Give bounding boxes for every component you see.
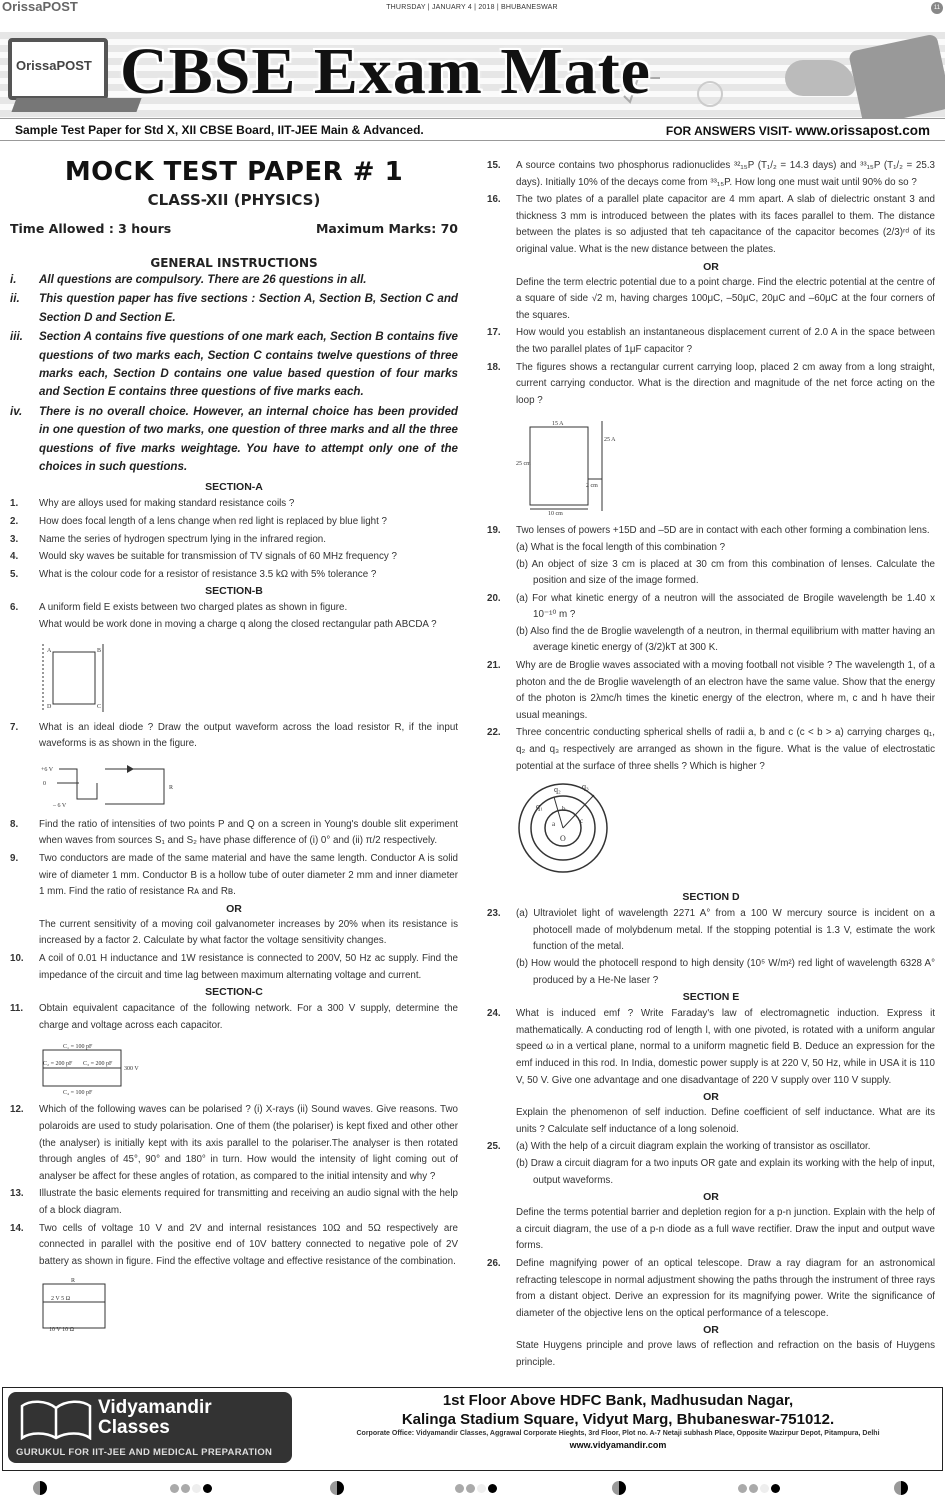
- fig-label: 25 cm: [516, 461, 531, 468]
- or-divider: OR: [703, 1191, 719, 1204]
- question-text: [39, 1001, 458, 1034]
- question-number: [487, 1205, 516, 1255]
- question-paragraph: A uniform field E exists between two charged plates as shown in figure.: [39, 602, 348, 614]
- question-number: 25.: [487, 1141, 501, 1153]
- time-allowed: Time Allowed : 3 hours: [10, 221, 172, 236]
- banner-subbar: [0, 118, 945, 141]
- question-paragraph: Define magnifying power of an optical telescope. Draw a ray diagram for an astronomical refracting telescope in normal adjustment showing the paths through the instrument of three rays from a distant object. Derive an expression for its magnifying power. Write the significance of diameter of the objective lens on the optical performance of a telescope.: [516, 1257, 935, 1319]
- fig-label: O: [560, 834, 566, 844]
- answers-prefix: FOR ANSWERS VISIT-: [665, 124, 796, 138]
- question: [487, 1205, 935, 1255]
- instruction-item: [10, 271, 458, 289]
- question-subpart: (a) For what kinetic energy of a neutron will the associated de Brogile wavelength be 1.40 x 10⁻¹⁰ m ?: [516, 592, 935, 621]
- instruction-number: iv.: [10, 404, 23, 418]
- answers-link-line: [666, 123, 930, 138]
- section-heading: SECTION E: [682, 991, 740, 1004]
- brand-name: [98, 1398, 212, 1438]
- question-text: [39, 851, 458, 901]
- figure-loop: [516, 419, 935, 515]
- question-text: [516, 1105, 935, 1138]
- right-column: [487, 158, 935, 1371]
- question-text: [39, 951, 458, 984]
- question-number: 5.: [10, 568, 19, 580]
- question: [487, 1256, 935, 1322]
- color-dots: [170, 1484, 212, 1493]
- question-paragraph: Explain the phenomenon of self induction. Define coefficient of self inductance. What are its units ? Calculate self inductance of a long solenoid.: [516, 1107, 935, 1135]
- question-number: 11.: [10, 1003, 24, 1015]
- question-paragraph: The two plates of a parallel plate capacitor are 4 mm apart. A slab of dielectric onstant 3 and thickness 3 mm is introduced between the plates with its faces parallel to them. The distance between the plates is so adjusted that teh capacitance of the capacitor becomes (2/3)ʳᵈ of its original value. What is the new distance between the plates.: [516, 194, 935, 255]
- question-text: [39, 1221, 458, 1271]
- question-paragraph: Why are de Broglie waves associated with a moving football not visible ? The wavelength 1, of a photon and the de Broglie wavelength of an electron have the same value. Show that the energy of the photon is 2λmc/h times the kinetic energy of the electron, where m, c and h have their usual meanings.: [516, 660, 935, 721]
- question-text: [516, 591, 935, 657]
- advertisement-footer: [2, 1387, 943, 1471]
- or-divider: OR: [703, 1324, 719, 1337]
- question-paragraph: What is the colour code for a resistor of resistance 3.5 kΩ with 5% tolerance ?: [39, 568, 377, 580]
- question-number: 4.: [10, 551, 19, 563]
- registration-mark: [33, 1481, 47, 1495]
- question-number: 14.: [10, 1222, 24, 1234]
- question-text: [39, 817, 458, 850]
- figure-caps: [39, 1040, 458, 1096]
- instruction-text: There is no overall choice. However, an internal choice has been provided in one question of two marks, one question of three marks and all the three questions of five marks weightage. You have to attempt only one of the choices in such questions.: [39, 404, 458, 474]
- fig-label: A: [47, 647, 52, 654]
- banner-subtitle: Sample Test Paper for Std X, XII CBSE Board, IIT-JEE Main & Advanced.: [15, 123, 424, 137]
- question-text: [516, 192, 935, 258]
- figure-plates: [39, 642, 458, 714]
- fig-label: D: [47, 703, 52, 710]
- masthead: [0, 0, 945, 22]
- figure-shells: [516, 781, 935, 875]
- question: [487, 523, 935, 589]
- question-text: [39, 549, 458, 566]
- question-number: 13.: [10, 1188, 24, 1200]
- fig-label: c: [580, 817, 584, 826]
- instruction-text: All questions are compulsory. There are 26 questions in all.: [39, 273, 367, 286]
- question: [487, 275, 935, 325]
- question-subpart: (b) Also find the de Broglie wavelength of a neutron, in thermal equilibrium with matter having an average kinetic energy of (3/2)kT at 300 K.: [516, 625, 935, 654]
- paper-title: MOCK TEST PAPER # 1: [64, 157, 404, 187]
- vidyamandir-logo: [8, 1392, 292, 1463]
- address-line1: 1st Floor Above HDFC Bank, Madhusudan Nagar,: [442, 1392, 794, 1409]
- hand-mouse-icon: [785, 60, 855, 96]
- fig-label: 2 V 5 Ω: [51, 1296, 71, 1303]
- question-text: [516, 658, 935, 724]
- fig-label: C₂ = 200 pF: [43, 1061, 73, 1068]
- question-number: 7.: [10, 721, 19, 733]
- page-number: 11: [931, 2, 943, 14]
- question-paragraph: What is an ideal diode ? Draw the output waveform across the load resistor R, if the input waveforms is as shown in the figure.: [39, 721, 458, 750]
- question-number: 24.: [487, 1008, 501, 1020]
- question-number: 10.: [10, 952, 24, 964]
- fig-label: 15 A: [552, 421, 564, 428]
- color-dots: [455, 1484, 497, 1493]
- question-text: [516, 360, 935, 410]
- orissapost-logo: OrissaPOST: [2, 0, 78, 14]
- banner: [0, 32, 945, 118]
- question-number: 6.: [10, 602, 19, 614]
- fig-label: R: [169, 784, 174, 791]
- question: [487, 192, 935, 258]
- fig-label: C₃ = 200 pF: [83, 1061, 113, 1068]
- fig-label: C₁ = 100 pF: [63, 1044, 93, 1051]
- fig-label: 10 V 10 Ω: [49, 1327, 75, 1333]
- question-text: [516, 1256, 935, 1322]
- question: [487, 1006, 935, 1089]
- registration-mark: [612, 1481, 626, 1495]
- question: [487, 1105, 935, 1138]
- question: [10, 817, 458, 850]
- brand-line2: Classes: [98, 1417, 170, 1438]
- question: [487, 1139, 935, 1189]
- fig-label: q₁: [536, 802, 543, 812]
- fig-label: a: [552, 820, 556, 829]
- question-subpart: (b) An object of size 3 cm is placed at 30 cm from this combination of lenses. Calculate the position and size of the image formed.: [516, 558, 935, 587]
- corporate-office: Corporate Office: Vidyamandir Classes, Aggrawal Corporate Hieghts, 3rd Floor, Plot no. A-7 Netaji subhash Place, Opposite Wazirpur Depot, Pitampura, Delhi: [356, 1430, 880, 1437]
- question-number: 26.: [487, 1257, 501, 1269]
- question: [10, 496, 458, 513]
- question: [10, 532, 458, 549]
- question: [487, 158, 935, 191]
- question-text: [39, 496, 458, 513]
- fig-label: 0: [43, 780, 46, 787]
- fig-label: 25 A: [604, 437, 616, 444]
- instruction-item: [10, 328, 458, 402]
- fig-label: – 6 V: [53, 802, 67, 809]
- brand-line1: Vidyamandir: [98, 1397, 212, 1418]
- question-paragraph: A coil of 0.01 H inductance and 1W resistance is connected to 200V, 50 Hz ac supply. Find the impedance of the circuit and time lag between maximum alternating voltage and current.: [39, 952, 458, 981]
- question-text: [39, 720, 458, 753]
- question-paragraph: What is induced emf ? Write Faraday's law of electromagnetic induction. Express it mathematically. A conducting rod of length l, with one pivoted, is rotated with a uniform angular speed ω in a vertical plane, normal to a uniform magnetic field B. Deduce an expression for the emf induced in this rod. In India, domestic power supply is at 220 V, 50 Hz, while in USA it is 110 V, 50 V. Give one advantage and one disadvantage of 220 V supply over 110 V supply.: [516, 1008, 935, 1086]
- question-paragraph: Find the ratio of intensities of two points P and Q on a screen in Young's double slit experiment when waves from sources S₁ and S₂ have phase difference of (i) 0° and (ii) π/2 respectively.: [39, 818, 458, 847]
- instruction-number: i.: [10, 273, 17, 286]
- question: [10, 720, 458, 753]
- left-column: [10, 157, 458, 1338]
- question: [10, 851, 458, 901]
- question-number: 12.: [10, 1104, 24, 1116]
- question-number: 22.: [487, 727, 501, 739]
- question-number: 18.: [487, 361, 501, 373]
- fig-label: q₃: [582, 782, 589, 792]
- question-paragraph: Name the series of hydrogen spectrum lying in the infrared region.: [39, 533, 326, 545]
- question-paragraph: Define the terms potential barrier and depletion region for a p-n junction. Explain with the help of a circuit diagram, the use of a p-n diode as a full wave rectifier. Draw the input and output wave forms.: [516, 1207, 935, 1252]
- question-subpart: (b) How would the photocell respond to high density (10⁵ W/m²) red light of wavelength 6328 A° produced by a He-Ne laser ?: [516, 958, 935, 986]
- question-text: [516, 725, 935, 775]
- question: [10, 514, 458, 531]
- question-paragraph: State Huygens principle and prove laws of reflection and refraction on the basis of Huygens principle.: [516, 1340, 935, 1368]
- or-divider: OR: [226, 902, 242, 915]
- question-subpart: (b) Draw a circuit diagram for a two inputs OR gate and explain its working with the help of input, output waveforms.: [516, 1157, 935, 1186]
- maximum-marks: Maximum Marks: 70: [315, 221, 458, 236]
- instruction-number: iii.: [10, 330, 23, 344]
- dateline: THURSDAY | JANUARY 4 | 2018 | BHUBANESWAR: [386, 4, 558, 11]
- question-number: 23.: [487, 908, 501, 920]
- question: [10, 1001, 458, 1034]
- question-text: [39, 1186, 458, 1219]
- question-number: 15.: [487, 160, 501, 171]
- question-paragraph: Define the term electric potential due to a point charge. Find the electric potential at the centre of a square of side √2 m, having charges 100μC, –50μC, 20μC and –60μC at the four corners of the squares.: [516, 276, 935, 321]
- question-number: 16.: [487, 194, 501, 206]
- question-subpart: (a) With the help of a circuit diagram explain the working of transistor as oscillator.: [516, 1141, 871, 1153]
- question-text: [39, 600, 458, 633]
- general-instructions-heading: GENERAL INSTRUCTIONS: [150, 256, 318, 270]
- registration-mark: [894, 1481, 908, 1495]
- question: [487, 325, 935, 358]
- instruction-text: Section A contains five questions of one mark each, Section B contains five questions of two marks each, Section C contains twelve questions of three marks each, Section D contains one value based question of four marks and Section E contains three questions of five marks each.: [39, 330, 458, 399]
- fig-label: 300 V: [124, 1066, 139, 1073]
- website[interactable]: www.vidyamandir.com: [569, 1440, 667, 1450]
- question-number: 1.: [10, 498, 19, 510]
- question: [487, 591, 935, 657]
- question-number: [487, 275, 516, 325]
- question: [487, 906, 935, 989]
- question-paragraph: Three concentric conducting spherical shells of radii a, b and c (c < b > a) carrying charges q₁, q₂ and q₃ respectively are arranged as shown in the figure. What is the value of electrostatic potential at the surface of three shells ? Which is higher ?: [516, 727, 935, 772]
- question-number: 8.: [10, 818, 19, 830]
- question: [10, 917, 458, 950]
- fig-label: 10 cm: [548, 511, 563, 516]
- question-number: 19.: [487, 525, 501, 537]
- color-dots: [738, 1484, 780, 1493]
- question-number: [487, 1105, 516, 1138]
- question-text: [516, 275, 935, 325]
- question-paragraph: Two conductors are made of the same material and have the same length. Conductor A is solid wire of diameter 1 mm. Conductor B is a hollow tube of outer diameter 2 mm and inner diameter 1 mm. Find the ratio of resistance Rᴀ and Rʙ.: [39, 853, 458, 898]
- question-text: [516, 1006, 935, 1089]
- question-number: 3.: [10, 533, 19, 545]
- question-number: 17.: [487, 327, 501, 339]
- question-text: [516, 523, 935, 589]
- question-text: [39, 917, 458, 950]
- fig-label: b: [562, 805, 566, 814]
- question-paragraph: Would sky waves be suitable for transmission of TV signals of 60 MHz frequency ?: [39, 551, 397, 563]
- question: [487, 1338, 935, 1371]
- question: [10, 549, 458, 566]
- fig-label: R: [71, 1278, 76, 1285]
- fig-label: q₂: [554, 785, 561, 795]
- fig-label: C₄ = 100 pF: [63, 1090, 93, 1097]
- question-number: 2.: [10, 516, 19, 528]
- question-paragraph: How would you establish an instantaneous displacement current of 2.0 A in the space between the two parallel plates of 1μF capacitor ?: [516, 327, 935, 355]
- question-text: [516, 158, 935, 191]
- or-divider: OR: [703, 260, 719, 273]
- question-text: [39, 532, 458, 549]
- or-divider: OR: [703, 1091, 719, 1104]
- question-text: [39, 514, 458, 531]
- question-paragraph: Obtain equivalent capacitance of the following network. For a 300 V supply, determine the charge and voltage across each capacitor.: [39, 1003, 458, 1031]
- question-paragraph: How does focal length of a lens change when red light is replaced by blue light ?: [39, 516, 388, 528]
- paper-class: CLASS-XII (PHYSICS): [147, 191, 321, 209]
- fig-label: C: [97, 703, 102, 710]
- question-paragraph: Two cells of voltage 10 V and 2V and internal resistances 10Ω and 5Ω respectively are connected in parallel with the positive end of 10V battery connected to negative pole of 2V battery as shown in figure. Find the effective voltage and effective resistance of the combination.: [39, 1222, 458, 1267]
- question-paragraph: The figures shows a rectangular current carrying loop, placed 2 cm away from a long straight, current carrying conductor. What is the direction and magnitude of the net force acting on the loop ?: [516, 361, 935, 406]
- question-text: [516, 906, 935, 989]
- question: [10, 567, 458, 584]
- answers-url[interactable]: www.orissapost.com: [795, 123, 930, 138]
- question-paragraph: A source contains two phosphorus radionuclides ³²₁₅P (T₁/₂ = 14.3 days) and ³³₁₅P (T₁/₂ = 25.3 days). Initially 10% of the decays come from ³³₁₅P. How long one must wait until 90% do so ?: [516, 160, 935, 188]
- time-marks-row: [10, 221, 458, 236]
- section-heading: SECTION-C: [205, 986, 263, 999]
- question-text: [516, 1139, 935, 1189]
- figure-diode: [39, 759, 458, 811]
- question: [10, 1186, 458, 1219]
- question-number: 21.: [487, 660, 501, 672]
- address-line2: Kalinga Stadium Square, Vidyut Marg, Bhubaneswar-751012.: [401, 1411, 835, 1428]
- brand-tagline: GURUKUL FOR IIT-JEE AND MEDICAL PREPARATION: [16, 1447, 273, 1458]
- banner-logo: OrissaPOST: [16, 58, 92, 73]
- question: [487, 725, 935, 775]
- question-number: 20.: [487, 592, 501, 604]
- question: [10, 600, 458, 633]
- question-number: [10, 917, 39, 950]
- question-text: [516, 1205, 935, 1255]
- laptop-icon: [8, 38, 108, 100]
- question-paragraph: Why are alloys used for making standard resistance coils ?: [39, 498, 295, 510]
- question-subpart: (a) What is the focal length of this combination ?: [516, 541, 726, 553]
- calculator-icon: [848, 33, 945, 118]
- question-paragraph: The current sensitivity of a moving coil galvanometer increases by 20% when its resistance is increased by a factor 2. Calculate by what factor the voltage sensitivity changes.: [39, 918, 458, 947]
- question: [487, 360, 935, 410]
- figure-cells: [39, 1276, 458, 1332]
- question-number: 9.: [10, 853, 19, 864]
- question: [10, 1102, 458, 1185]
- fig-label: B: [97, 647, 102, 654]
- question-text: [516, 325, 935, 358]
- open-book-icon: [20, 1400, 92, 1440]
- question-paragraph: Illustrate the basic elements required for transmitting and receiving an audio signal with the help of a block diagram.: [39, 1188, 458, 1216]
- question-paragraph: Two lenses of powers +15D and –5D are in contact with each other forming a combination lens.: [516, 525, 930, 537]
- question-text: [39, 567, 458, 584]
- left-questions: [10, 479, 458, 1332]
- banner-title: CBSE Exam Mate: [120, 35, 651, 108]
- question: [10, 1221, 458, 1271]
- instruction-item: [10, 290, 458, 327]
- instructions-list: [10, 271, 458, 476]
- question: [10, 951, 458, 984]
- section-heading: SECTION-B: [205, 585, 263, 598]
- instruction-item: [10, 403, 458, 477]
- question-paragraph: Which of the following waves can be polarised ? (i) X-rays (ii) Sound waves. Give reasons. Two polaroids are used to study polarisation. One of them (the polariser) is kept fixed and other other (the analyser) is initially kept with its axis parallel to the polariser.The analyser is then rotated through angles of 45°, 90° and 180° in turn. How would the intensity of light coming out of analyser be affect for these angles of rotation, as compared to the initial intensity and why ?: [39, 1104, 458, 1182]
- instruction-number: ii.: [10, 292, 20, 306]
- question-text: [516, 1338, 935, 1371]
- section-heading: SECTION-A: [205, 481, 263, 494]
- question-number: [487, 1338, 516, 1371]
- fig-label: +6 V: [41, 766, 54, 773]
- question-paragraph: What would be work done in moving a charge q along the closed rectangular path ABCDA ?: [39, 619, 437, 631]
- question-subpart: (a) Ultraviolet light of wavelength 2271 A° from a 100 W mercury source is incident on a photocell made of molybdenum metal. If the stopping potential is 1.3 V, estimate the work function of the metal.: [516, 908, 935, 953]
- question: [487, 658, 935, 724]
- section-heading: SECTION D: [682, 891, 740, 904]
- question-text: [39, 1102, 458, 1185]
- instruction-text: This question paper has five sections : Section A, Section B, Section C and Section D and Section E.: [39, 292, 458, 324]
- fig-label: 2 cm: [586, 483, 598, 490]
- registration-mark: [330, 1481, 344, 1495]
